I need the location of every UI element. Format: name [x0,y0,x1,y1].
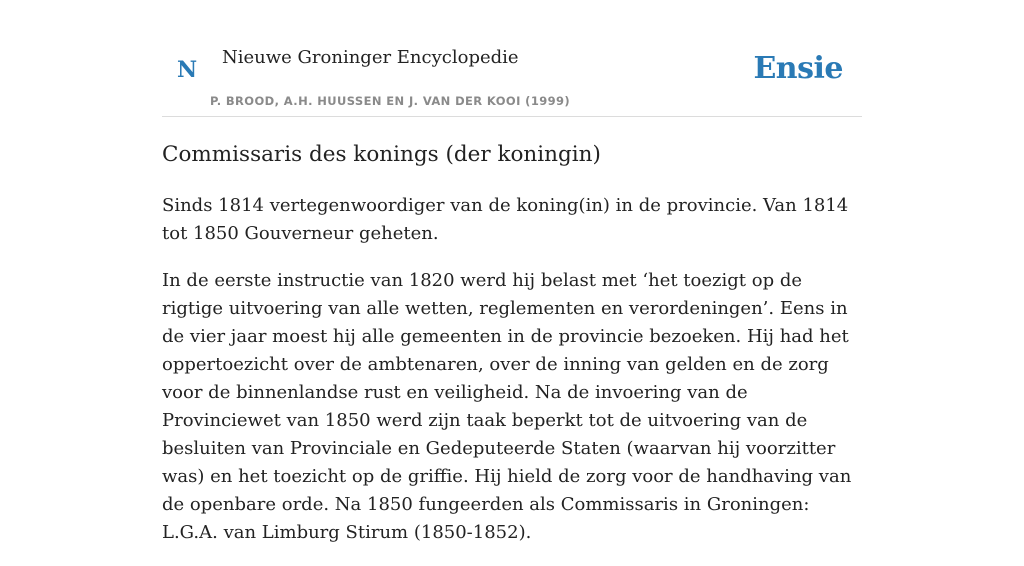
page-container [162,0,862,543]
book-header [162,0,862,117]
book-authors: P. BROOD, A.H. HUUSSEN EN J. VAN DER KOOI (1999) [210,94,571,108]
entry-paragraph: In de eerste instructie van 1820 werd hij belast met ‘het toezigt op de rigtige uitvoering van alle wetten, reglementen en verordeningen’. Eens in de vier jaar moest hij alle gemeenten in de provincie bezoeken. Hij had het oppertoezicht over de ambtenaren, over de inning van gelden en de zorg voor de binnenlandse rust en veiligheid. Na de invoering van de Provinciewet van 1850 werd zijn taak beperkt tot de uitvoering van de besluiten van Provinciale en Gedeputeerde Staten (waarvan hij voorzitter was) en het toezicht op de griffie. Hij hield de zorg voor de handhaving van de openbare orde. Na 1850 fungeerden als Commissaris in Groningen: L.G.A. van Limburg Stirum (1850-1852). [162,270,852,543]
book-initial-icon[interactable]: N [177,57,198,83]
book-title-link[interactable]: Nieuwe Groninger Encyclopedie [222,47,519,68]
entry-title: Commissaris des konings (der koningin) [162,142,601,167]
entry-body [162,192,862,566]
ensie-logo-link[interactable]: Ensie [753,51,843,86]
entry-paragraph: Sinds 1814 vertegenwoordiger van de koning(in) in de provincie. Van 1814 tot 1850 Gouverneur geheten. [162,195,849,244]
